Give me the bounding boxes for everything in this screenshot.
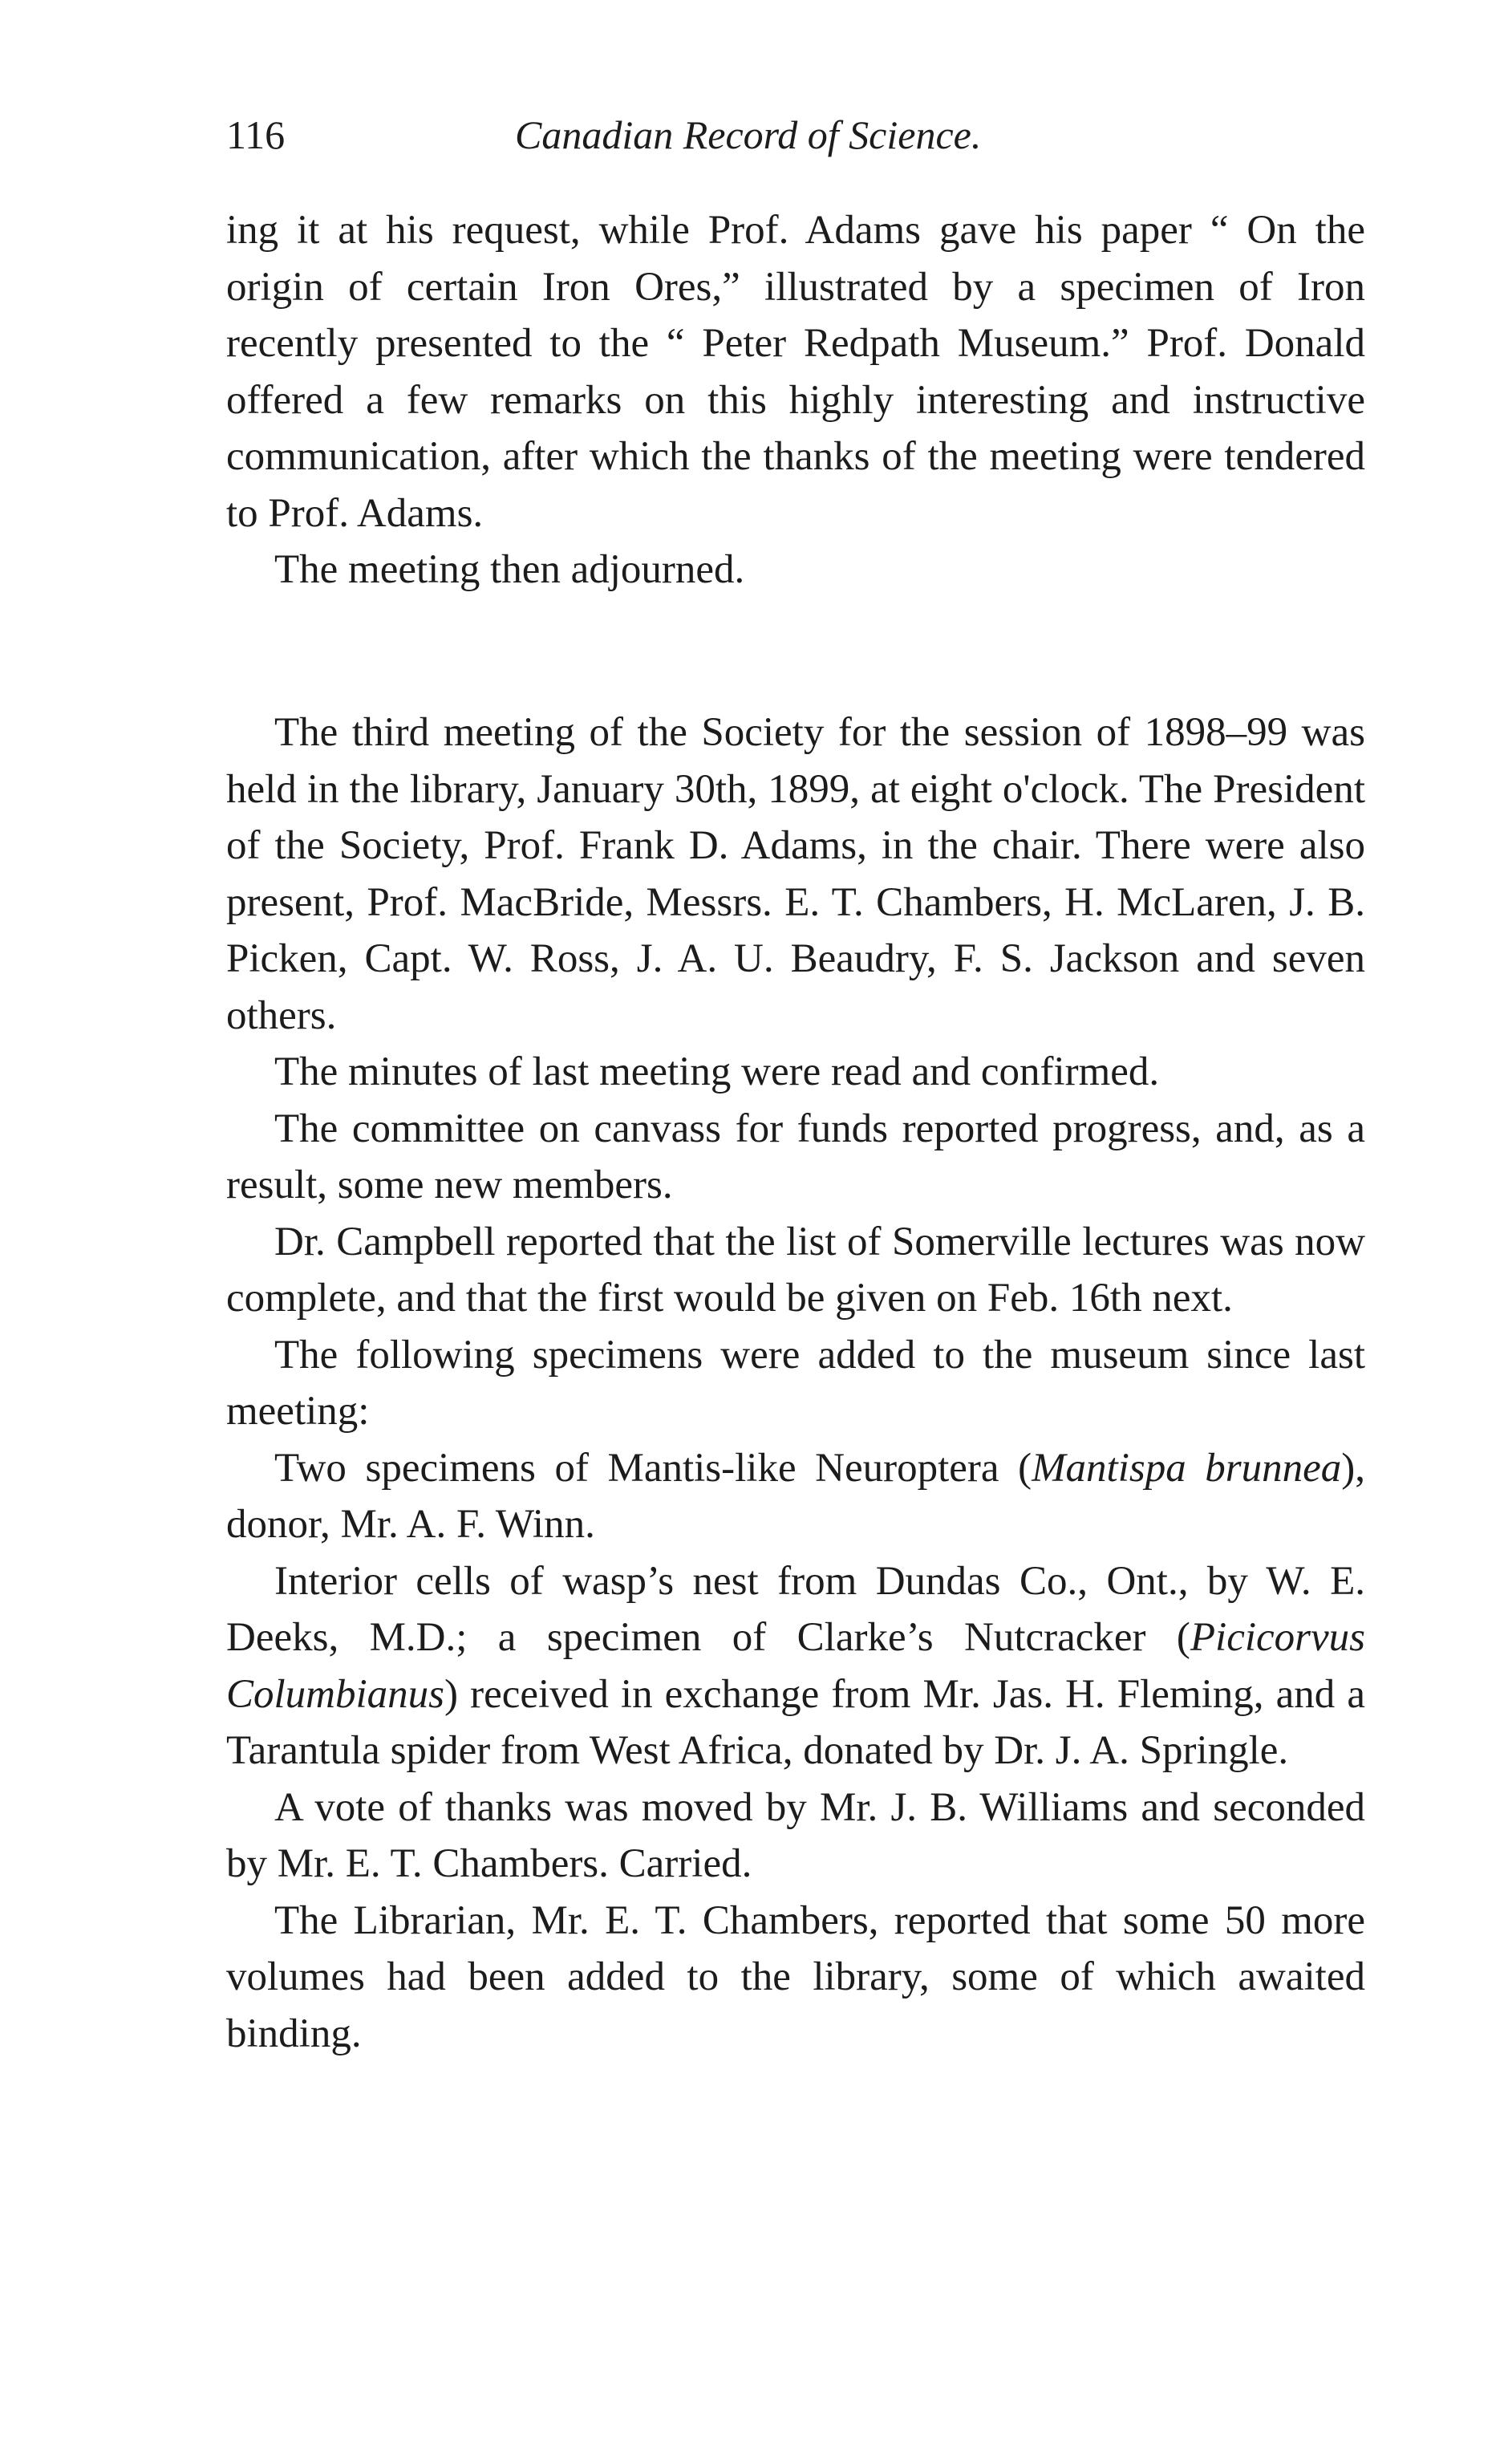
species-name: Picicorvus Columbianus — [226, 1615, 1365, 1717]
paragraph — [226, 1440, 1365, 1553]
paragraph: The Librarian, Mr. E. T. Chambers, reported that some 50 more volumes had been added to the library, some of which awaited binding. — [226, 1897, 1365, 2056]
page-number: 116 — [226, 112, 286, 157]
paragraph: The following specimens were added to the museum since last meeting: — [226, 1332, 1365, 1434]
text-block-third-meeting — [226, 704, 1365, 2062]
paragraph-text: ), donor, Mr. A. F. Winn. — [226, 1445, 1365, 1547]
paragraph: The committee on canvass for funds reported progress, and, as a result, some new members. — [226, 1106, 1365, 1207]
paragraph-text: Two specimens of Mantis-like Neuroptera ( — [274, 1445, 1032, 1491]
paragraph: Dr. Campbell reported that the list of Somerville lectures was now complete, and that the first would be given on Feb. 16th next. — [226, 1219, 1365, 1321]
page-header — [226, 103, 1365, 167]
running-title: Canadian Record of Science. — [515, 112, 982, 157]
paragraph — [226, 1553, 1365, 1779]
paragraph: The third meeting of the Society for the session of 1898–99 was held in the library, January 30th, 1899, at eight o'clock. The President of the Society, Prof. Frank D. Adams, in the chair. There were also present, Prof. MacBride, Messrs. E. T. Chambers, H. McLaren, J. B. Picken, Capt. W. Ross, J. A. U. Beaudry, F. S. Jackson and seven others. — [226, 710, 1365, 1038]
paragraph: The minutes of last meeting were read and confirmed. — [274, 1049, 1160, 1094]
text-block-continuation — [226, 202, 1365, 599]
paragraph: A vote of thanks was moved by Mr. J. B. Williams and seconded by Mr. E. T. Chambers. Carried. — [226, 1784, 1365, 1886]
paragraph: The meeting then adjourned. — [274, 547, 745, 592]
paragraph-text: Interior cells of wasp’s nest from Dundas Co., Ont., by W. E. Deeks, M.D.; a specimen of Clarke’s Nutcracker ( — [226, 1558, 1365, 1660]
species-name: Mantispa brunnea — [1032, 1445, 1342, 1491]
paragraph-text: ) received in exchange from Mr. Jas. H. Fleming, and a Tarantula spider from West Africa, donated by Dr. J. A. Springle. — [226, 1671, 1365, 1773]
paragraph: ing it at his request, while Prof. Adams gave his paper “ On the origin of certain Iron Ores,” illustrated by a specimen of Iron recently presented to the “ Peter Redpath Museum.” Prof. Donald offered a few remarks on this highly interesting and instructive communication, after which the thanks of the meeting were tendered to Prof. Adams. — [226, 208, 1365, 536]
